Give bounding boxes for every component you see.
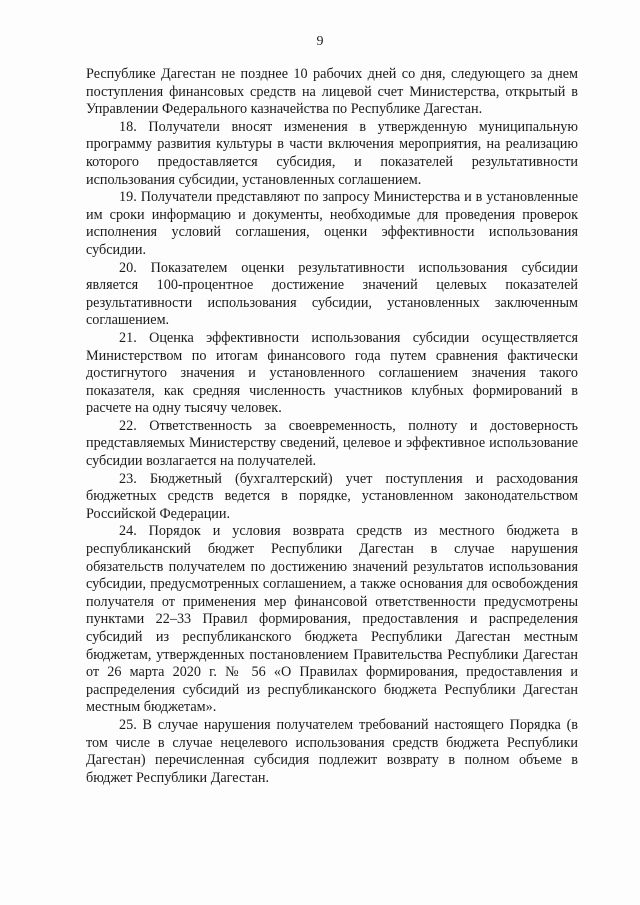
paragraph-25: 25. В случае нарушения получателем требований настоящего Порядка (в том числе в случае нецелевого использования средств бюджета Республики Дагестан) перечисленная субсидия подлежит возврату в полном объеме в бюджет Республики Дагестан. (86, 716, 578, 786)
paragraph-18: 18. Получатели вносят изменения в утвержденную муниципальную программу развития культуры в части включения мероприятия, на реализацию которого предоставляется субсидия, и показателей результативности использования субсидии, установленных соглашением. (86, 118, 578, 188)
paragraph-23: 23. Бюджетный (бухгалтерский) учет поступления и расходования бюджетных средств ведется в порядке, установленном законодательством Российской Федерации. (86, 470, 578, 522)
paragraph-21: 21. Оценка эффективности использования субсидии осуществляется Министерством по итогам финансового года путем сравнения фактически достигнутого значения и установленного соглашением значения такого показателя, как средняя численность участников клубных формирований в расчете на одну тысячу человек. (86, 329, 578, 417)
paragraph-continuation: Республике Дагестан не позднее 10 рабочих дней со дня, следующего за днем поступления финансовых средств на лицевой счет Министерства, открытый в Управлении Федерального казначейства по Республике Дагестан. (86, 66, 578, 118)
page-number: 9 (316, 34, 324, 49)
paragraph-24: 24. Порядок и условия возврата средств из местного бюджета в республиканский бюджет Республики Дагестан в случае нарушения обязательств получателем по достижению значений результатов использования субсидии, предусмотренных соглашением, а также основания для освобождения получателя от применения мер финансовой ответственности предусмотрены пунктами 22–33 Правил формирования, предоставления и распределения субсидий из республиканского бюджета Республики Дагестан местным бюджетам, утвержденных постановлением Правительства Республики Дагестан от 26 марта 2020 г. № 56 «О Правилах формирования, предоставления и распределения субсидий из республиканского бюджета Республики Дагестан местным бюджетам». (86, 523, 578, 716)
paragraph-22: 22. Ответственность за своевременность, полноту и достоверность представляемых Министерству сведений, целевое и эффективное использование субсидии возлагается на получателей. (86, 417, 578, 470)
paragraph-19: 19. Получатели представляют по запросу Министерства и в установленные им сроки информацию и документы, необходимые для проведения проверок исполнения условий соглашения, оценки эффективности использования субсидии. (86, 189, 578, 258)
paragraph-20: 20. Показателем оценки результативности использования субсидии является 100-процентное достижение значений целевых показателей результативности использования субсидии, установленных заключенным соглашением. (86, 259, 578, 329)
document-body (86, 66, 578, 787)
